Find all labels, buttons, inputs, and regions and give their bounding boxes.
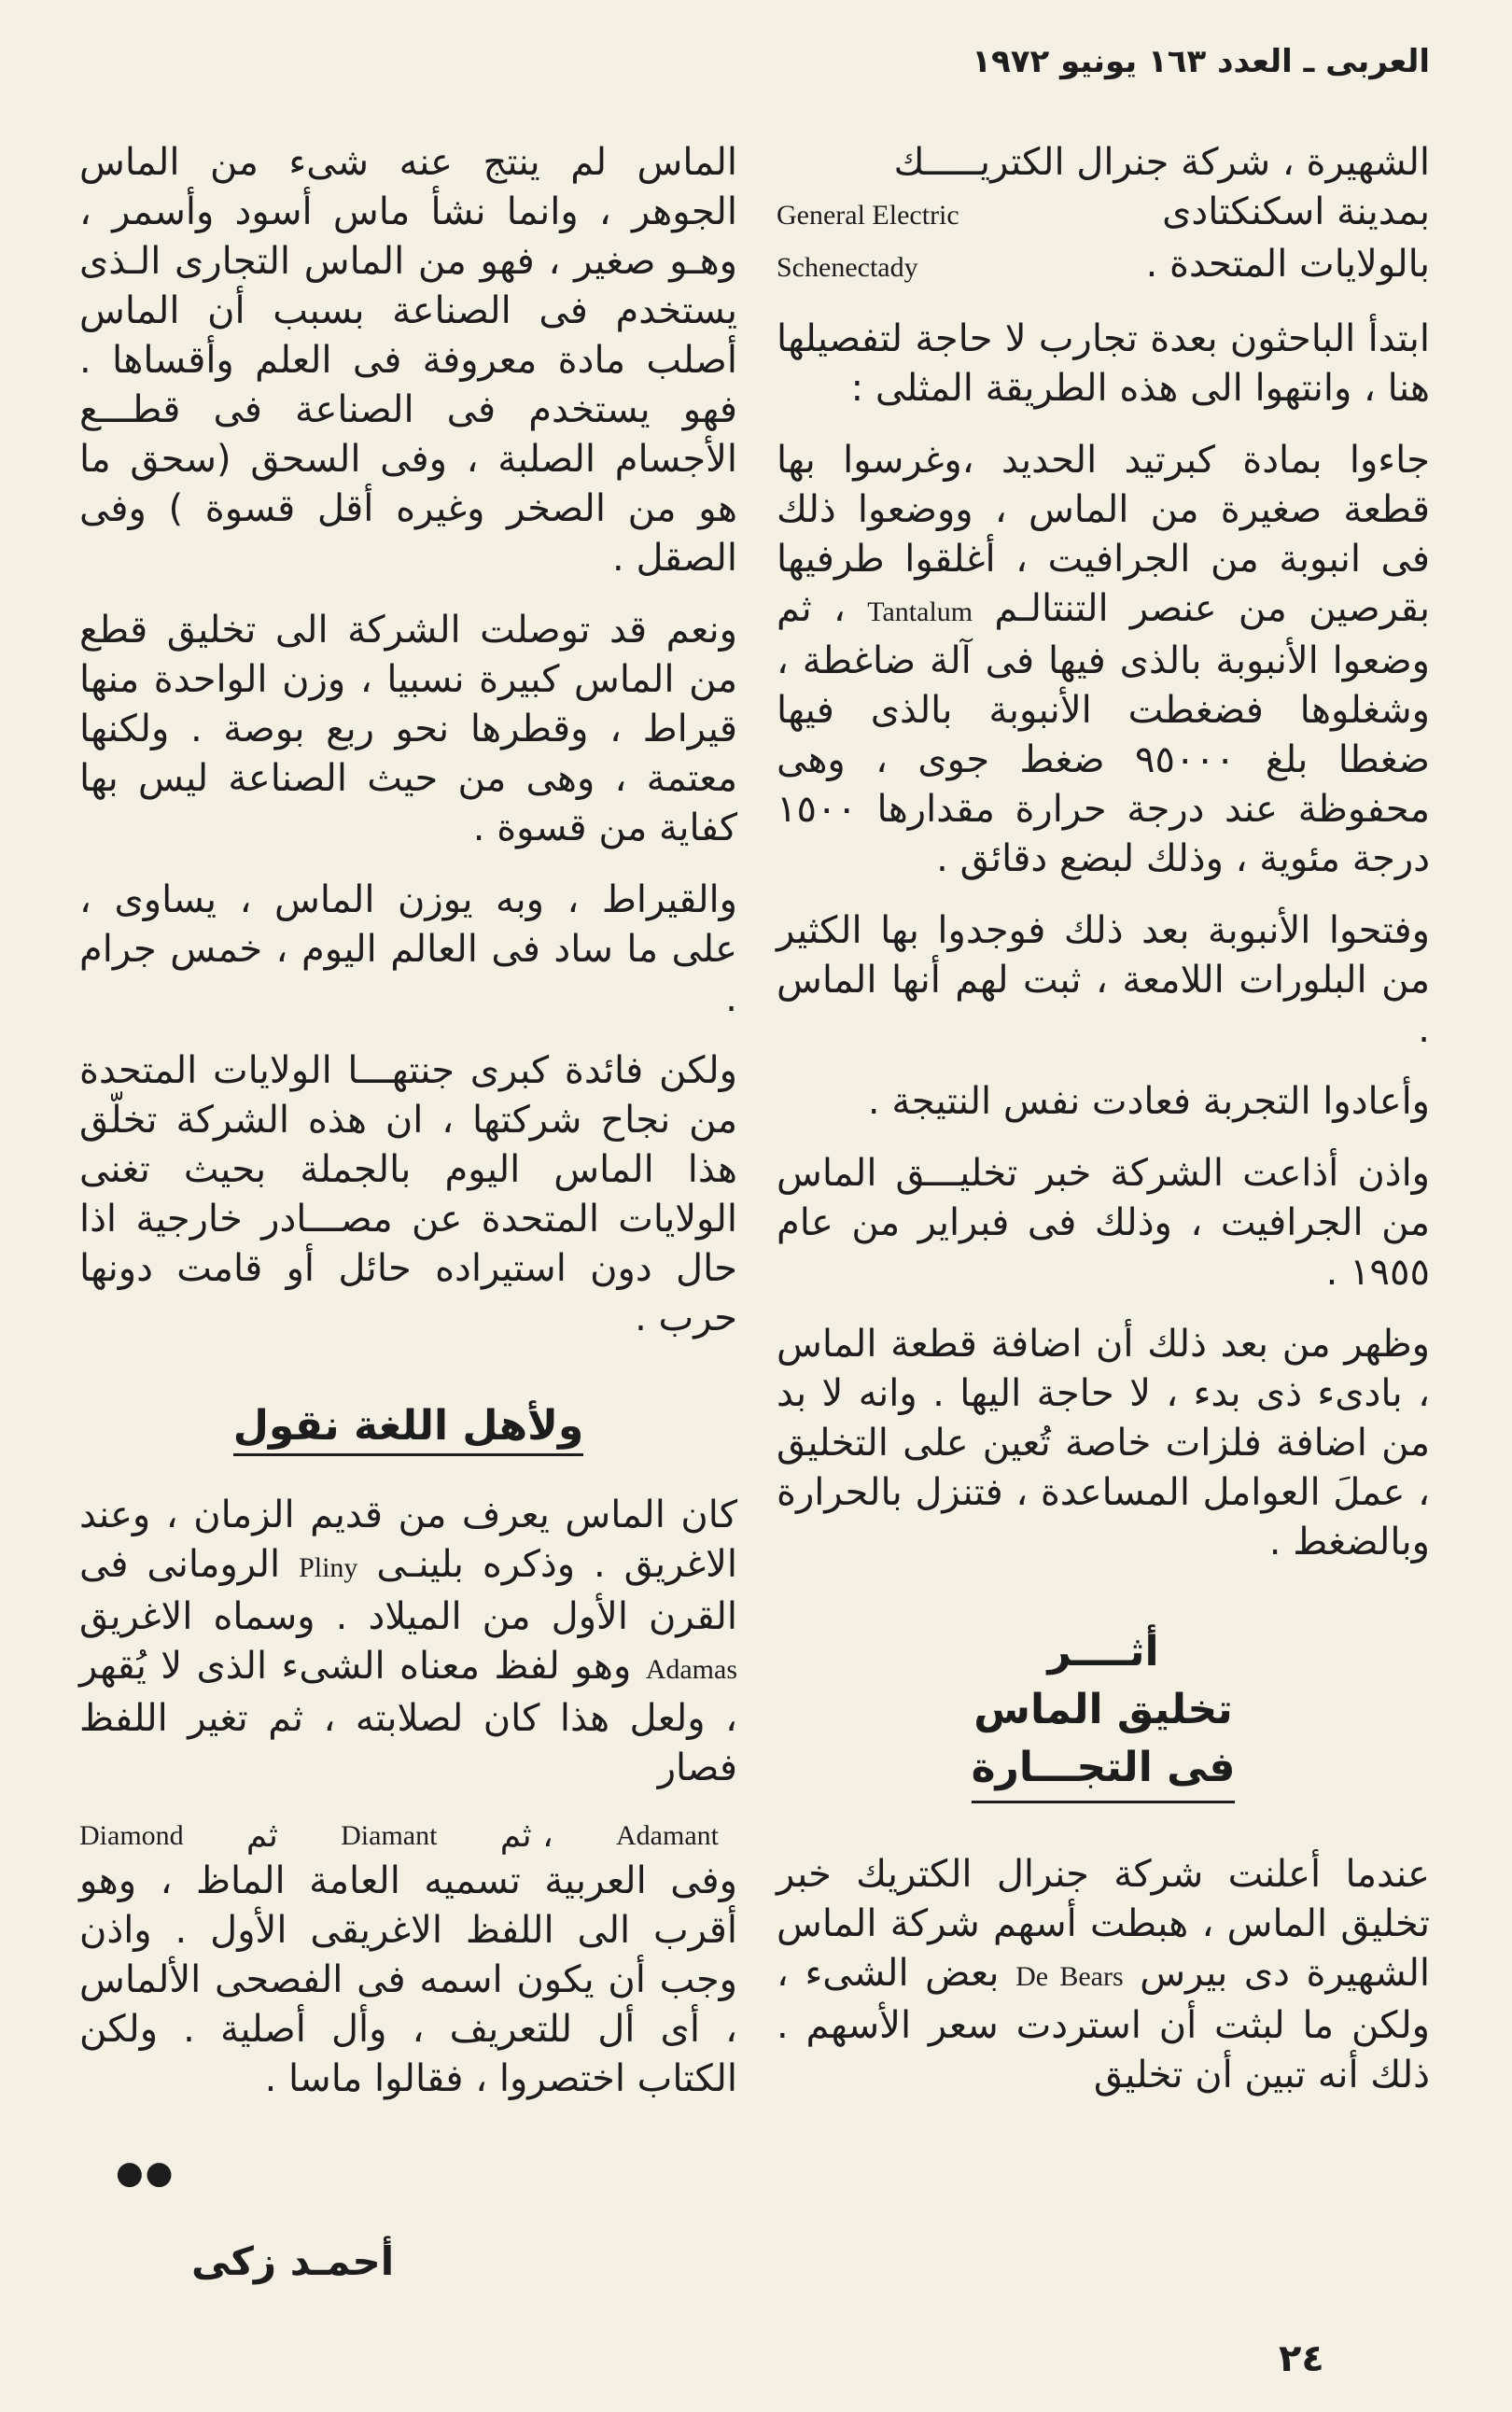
paragraph-text: ثم xyxy=(245,1816,278,1855)
paragraph-text: وفتحوا الأنبوبة بعد ذلك فوجدوا بها الكثير من البلورات اللامعة ، ثبت لهم أنها الماس . xyxy=(777,909,1430,1051)
latin-term: Pliny xyxy=(299,1552,358,1583)
end-marker: ●● xyxy=(116,2154,175,2192)
latin-term: De Bears xyxy=(1015,1961,1124,1992)
paragraph-text: بالولايات المتحدة . xyxy=(1145,243,1430,286)
section-headline xyxy=(777,1623,1430,1803)
headline-line: فى التجـــارة xyxy=(972,1739,1236,1803)
paragraph-text: الماس لم ينتج عنه شىء من الماس الجوهر ، وانما نشأ ماس أسود وأسمر ، وهـو صغير ، فهو من الماس التجارى الـذى يستخدم فى الصناعة بسبب أن الماس أصلب مادة معروفة فى العلم وأقساها . فهو يستخدم فى الصناعة فى قطـــع الأجسام الصلبة ، وفى السحق (سحق ما هو من الصخر وغيره أقل قسوة ) وفى الصقل . xyxy=(79,141,737,580)
paragraph-text: وأعادوا التجربة فعادت نفس النتيجة . xyxy=(867,1080,1430,1123)
paragraph-text: وهو لفظ معناه الشىء الذى لا يُقهر ، ولعل هذا كان لصلابته ، ثم تغير اللفظ فصار xyxy=(79,1645,737,1789)
paragraph-text: الرومانى فى القرن الأول من الميلاد . وسماه الاغريق xyxy=(79,1543,737,1638)
paragraph-text: واذن أذاعت الشركة خبر تخليـــق الماس من الجرافيت ، وذلك فى فبراير من عام ١٩٥٥ . xyxy=(777,1152,1430,1294)
latin-term: Diamond xyxy=(79,1820,184,1851)
paragraph-text: جاءوا بمادة كبرتيد الحديد ،وغرسوا بها قطعة صغيرة من الماس ، ووضعوا ذلك فى انبوبة من الجرافيت ، أغلقوا طرفيها بقرصين من عنصر التنتالـم xyxy=(777,439,1430,630)
paragraph-text: ولكن فائدة كبرى جنتهـــا الولايات المتحدة من نجاح شركتها ، ان هذه الشركة تخلّق هذا الماس اليوم بالجملة بحيث تغنى الولايات المتحدة عن مصـــادر خارجية اذا حال دون استيراده حائل أو قامت دونها حرب . xyxy=(79,1049,737,1339)
page-number: ٢٤ xyxy=(1279,2337,1324,2380)
paragraph-text: ونعم قد توصلت الشركة الى تخليق قطع من الماس كبيرة نسبيا ، وزن الواحدة منها قيراط ، وقطرها نحو ربع بوصة . ولكنها معتمة ، وهى من حيث الصناعة ليس بها كفاية من قسوة . xyxy=(79,609,737,849)
paragraph-text: عندما أعلنت شركة جنرال الكتريك خبر تخليق الماس ، هبطت أسهم شركة الماس الشهيرة دى بيرس xyxy=(777,1853,1430,1995)
paragraph-text: الشهيرة ، شركة جنرال الكتريـــــك xyxy=(893,141,1430,184)
headline-line: أثــــر xyxy=(1047,1628,1159,1676)
paragraph-text: ثم ، xyxy=(499,1816,553,1855)
author-signature: أحمـد زكى xyxy=(191,2238,395,2284)
paragraph-text: بعض الشىء ، ولكن ما لبثت أن استردت سعر الأسهم . ذلك أنه تبين أن تخليق xyxy=(777,1952,1430,2096)
paragraph-text: وفى العربية تسميه العامة الماظ ، وهو أقرب الى اللفظ الاغريقى الأول . واذن وجب أن يكون اسمه فى الفصحى الألماس ، أى أل للتعريف ، وأل أصلية . ولكن الكتاب اختصروا ، فقالوا ماسا . xyxy=(79,1859,737,2100)
latin-term: Schenectady xyxy=(777,252,918,283)
paragraph-text: ابتدأ الباحثون بعدة تجارب لا حاجة لتفصيلها هنا ، وانتهوا الى هذه الطريقة المثلى : xyxy=(777,317,1430,410)
headline-line: تخليق الماس xyxy=(973,1686,1233,1733)
latin-term: Adamas xyxy=(645,1654,738,1685)
paragraph-text xyxy=(777,436,1430,884)
paragraph-text: بمدينة اسكنكتادى xyxy=(1162,190,1430,233)
running-header: العربى ـ العدد ١٦٣ يونيو ١٩٧٢ xyxy=(972,43,1430,80)
latin-term: Tantalum xyxy=(867,596,973,627)
paragraph-text xyxy=(777,1850,1430,2100)
paragraph-text: ، ثم وضعوا الأنبوبة بالذى فيها فى آلة ضاغطة ، وشغلوها فضغطت الأنبوبة بالذى فيها ضغطا بلغ ٩٥٠٠٠ ضغط جوى ، وهى محفوظة عند درجة حرارة مقدارها ١٥٠٠ درجة مئوية ، وذلك لبضع دقائق . xyxy=(777,587,1431,880)
right-column xyxy=(777,138,1430,2123)
latin-terms-row xyxy=(79,1816,737,1857)
latin-term: General Electric xyxy=(777,200,959,231)
left-column xyxy=(79,138,737,2126)
latin-term: Diamant xyxy=(341,1820,438,1851)
paragraph-text: وظهر من بعد ذلك أن اضافة قطعة الماس ، بادىء ذى بدء ، لا حاجة اليها . وانه لا بد من اضافة فلزات خاصة تُعين على التخليق ، عملَ العوامل المساعدة ، فتنزل بالحرارة وبالضغط . xyxy=(777,1323,1430,1564)
paragraph-text: والقيراط ، وبه يوزن الماس ، يساوى ، على ما ساد فى العالم اليوم ، خمس جرام . xyxy=(79,878,737,1020)
latin-term: Adamant xyxy=(616,1820,719,1851)
section-title: ولأهل اللغة نقول xyxy=(233,1402,584,1456)
paragraph-general-electric xyxy=(777,138,1430,292)
paragraph-text: كان الماس يعرف من قديم الزمان ، وعند الاغريق . وذكره بلينـى xyxy=(79,1493,737,1586)
paragraph-text xyxy=(79,1491,737,1793)
